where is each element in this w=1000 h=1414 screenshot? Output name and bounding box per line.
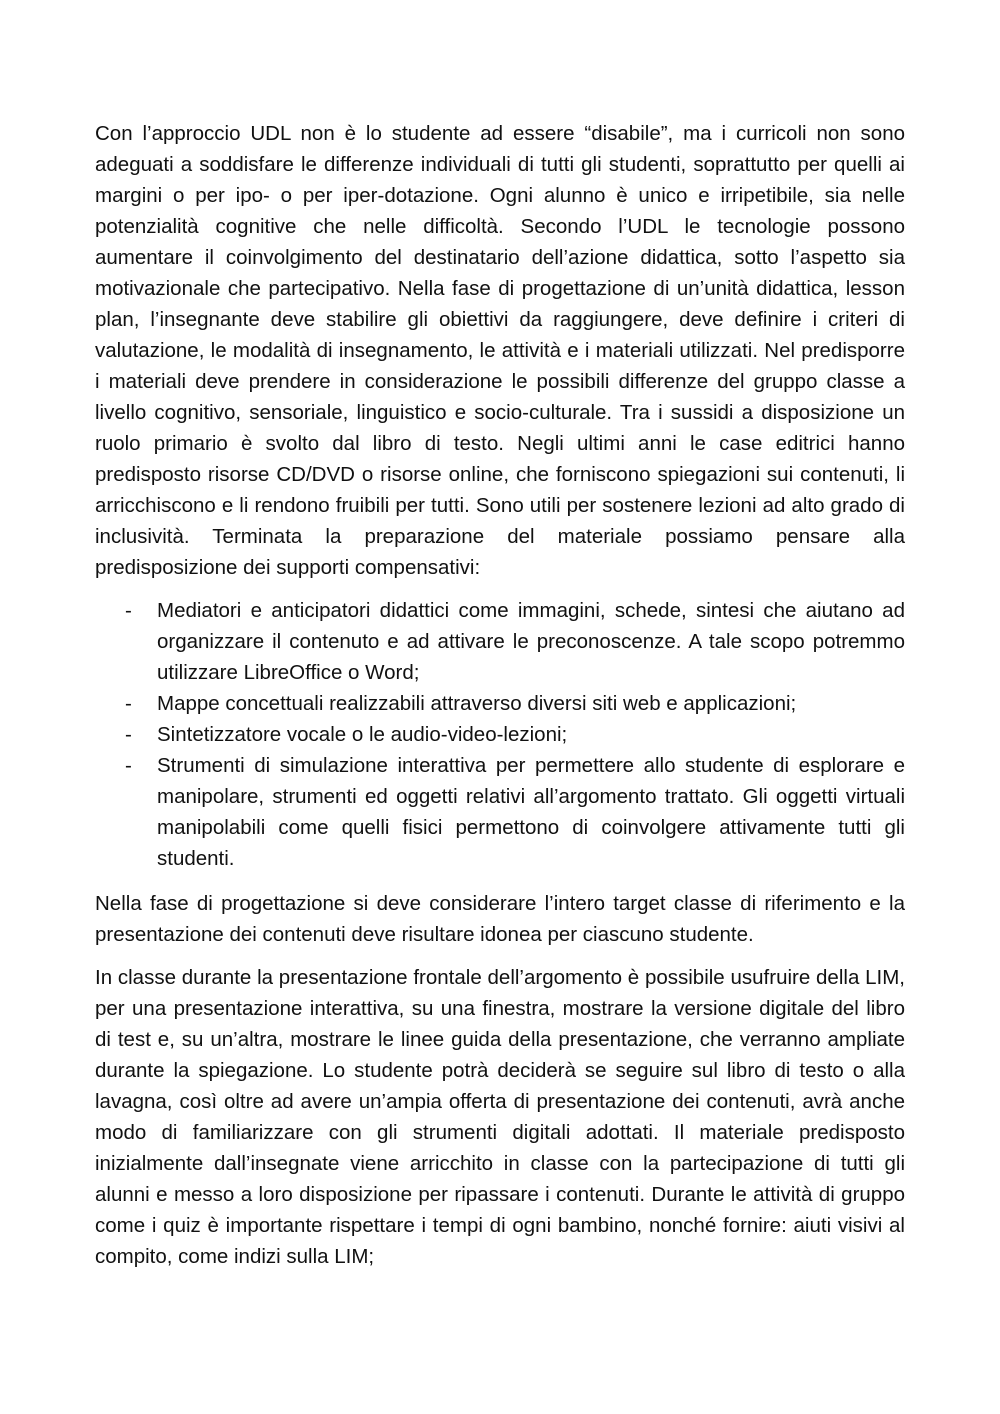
paragraph-udl-intro: Con l’approccio UDL non è lo studente ad essere “disabile”, ma i curricoli non sono adeguati a soddisfare le differenze individuali di tutti gli studenti, soprattutto per quelli ai margini o per ipo- o per iper-dotazione. Ogni alunno è unico e irripetibile, sia nelle potenzialità cognitive che nelle difficoltà. Secondo l’UDL le tecnologie possono aumentare il coinvolgimento del destinatario dell’azione didattica, sotto l’aspetto sia motivazionale che partecipativo. Nella fase di progettazione di un’unità didattica, lesson plan, l’insegnante deve stabilire gli obiettivi da raggiungere, deve definire i criteri di valutazione, le modalità di insegnamento, le attività e i materiali utilizzati. Nel predisporre i materiali deve prendere in considerazione le possibili differenze del gruppo classe a livello cognitivo, sensoriale, linguistico e socio-culturale. Tra i sussidi a disposizione un ruolo primario è svolto dal libro di testo. Negli ultimi anni le case editrici hanno predisposto risorse CD/DVD o risorse online, che forniscono spiegazioni sui contenuti, li arricchiscono e li rendono fruibili per tutti. Sono utili per sostenere lezioni ad alto grado di inclusività. Terminata la preparazione del materiale possiamo pensare alla predisposizione dei supporti compensativi: bbox=[95, 122, 905, 579]
list-item bbox=[95, 688, 905, 719]
list-marker: - bbox=[125, 723, 132, 746]
list-marker: - bbox=[125, 692, 132, 715]
list-item bbox=[95, 750, 905, 874]
paragraph-design-phase: Nella fase di progettazione si deve considerare l’intero target classe di riferimento e la presentazione dei contenuti deve risultare idonea per ciascuno studente. bbox=[95, 892, 905, 946]
list-item-text: Mappe concettuali realizzabili attraverso diversi siti web e applicazioni; bbox=[157, 692, 797, 715]
compensatory-supports-list bbox=[95, 595, 905, 874]
list-marker: - bbox=[125, 754, 132, 777]
list-item-text: Strumenti di simulazione interattiva per permettere allo studente di esplorare e manipolare, strumenti ed oggetti relativi all’argomento trattato. Gli oggetti virtuali manipolabili come quelli fisici permettono di coinvolgere attivamente tutti gli studenti. bbox=[157, 754, 905, 870]
list-item bbox=[95, 595, 905, 688]
list-item bbox=[95, 719, 905, 750]
document-body bbox=[95, 118, 905, 1284]
list-item-text: Sintetizzatore vocale o le audio-video-lezioni; bbox=[157, 723, 568, 746]
list-item-text: Mediatori e anticipatori didattici come immagini, schede, sintesi che aiutano ad organizzare il contenuto e ad attivare le preconoscenze. A tale scopo potremmo utilizzare LibreOffice o Word; bbox=[157, 599, 905, 684]
paragraph-classroom-lim: In classe durante la presentazione frontale dell’argomento è possibile usufruire della LIM, per una presentazione interattiva, su una finestra, mostrare la versione digitale del libro di test e, su un’altra, mostrare le linee guida della presentazione, che verranno ampliate durante la spiegazione. Lo studente potrà deciderà se seguire sul libro di testo o alla lavagna, così oltre ad avere un’ampia offerta di presentazione dei contenuti, avrà anche modo di familiarizzare con gli strumenti digitali adottati. Il materiale predisposto inizialmente dall’insegnate viene arricchito in classe con la partecipazione di tutti gli alunni e messo a loro disposizione per ripassare i contenuti. Durante le attività di gruppo come i quiz è importante rispettare i tempi di ogni bambino, nonché fornire: aiuti visivi al compito, come indizi sulla LIM; bbox=[95, 966, 905, 1268]
list-marker: - bbox=[125, 599, 132, 622]
